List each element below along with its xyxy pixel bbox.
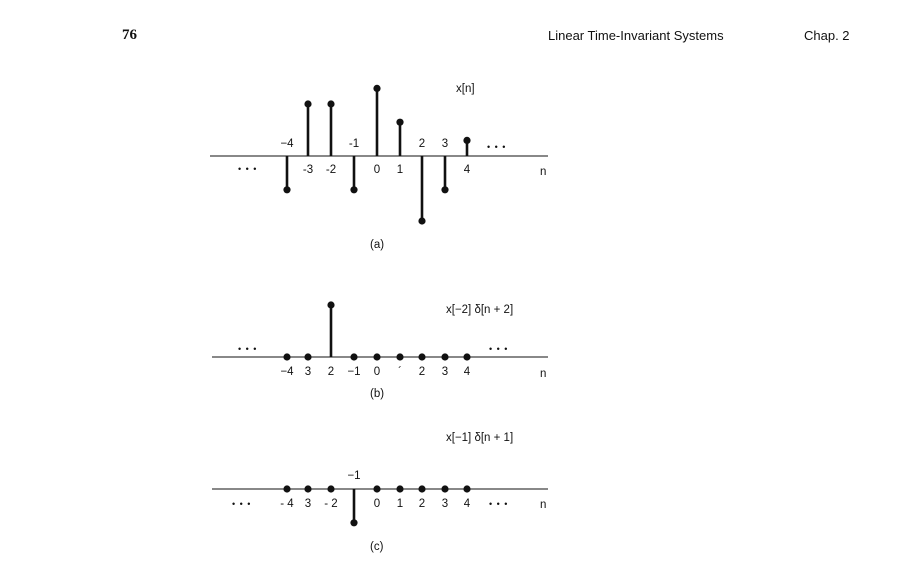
panel-b-signal-label: x[−2] δ[n + 2] bbox=[446, 304, 514, 316]
panel-a-sample--4 bbox=[283, 186, 290, 193]
panel-c-ellipsis-left: • • • bbox=[232, 499, 252, 509]
panel-b-sample-1 bbox=[396, 353, 403, 360]
panel-a-axis-label: n bbox=[540, 166, 547, 178]
panel-a-sample-1 bbox=[396, 119, 403, 126]
panel-c-tick-label-2: 2 bbox=[418, 498, 426, 510]
panel-c-tick-label--1: −1 bbox=[347, 470, 361, 482]
panel-c-sample-2 bbox=[418, 485, 425, 492]
panel-c-sample-4 bbox=[463, 485, 470, 492]
panel-a-sample--3 bbox=[304, 100, 311, 107]
panel-a-signal-label: x[n] bbox=[456, 83, 475, 95]
panel-c-sample--4 bbox=[283, 485, 290, 492]
panel-a-sample--2 bbox=[327, 100, 334, 107]
panel-b-tick-label-4: 4 bbox=[463, 366, 471, 378]
panel-b-tick-label-3: 3 bbox=[441, 366, 449, 378]
panel-a-ellipsis-right: • • • bbox=[487, 142, 507, 152]
panel-b-axis-label: n bbox=[540, 368, 547, 380]
panel-c-sample-0 bbox=[373, 485, 380, 492]
panel-b-sample-4 bbox=[463, 353, 470, 360]
panel-b-tick-label--2: 2 bbox=[327, 366, 335, 378]
panel-a-caption: (a) bbox=[370, 239, 385, 251]
panel-c-signal-label: x[−1] δ[n + 1] bbox=[446, 432, 514, 444]
panel-b-tick-label-1: ´ bbox=[398, 366, 402, 378]
panel-c-tick-label-1: 1 bbox=[396, 498, 404, 510]
panel-c-tick-label-3: 3 bbox=[441, 498, 449, 510]
panel-a-tick-label-3: 3 bbox=[441, 138, 449, 150]
panel-b-ellipsis-right: • • • bbox=[489, 344, 509, 354]
panel-a-ellipsis-left: • • • bbox=[238, 164, 258, 174]
panel-c-sample-1 bbox=[396, 485, 403, 492]
panel-c-tick-label--2: - 2 bbox=[324, 498, 338, 510]
panel-a-tick-label-2: 2 bbox=[418, 138, 426, 150]
panel-b-sample-2 bbox=[418, 353, 425, 360]
panel-b-sample--2 bbox=[327, 301, 334, 308]
panel-c-sample--3 bbox=[304, 485, 311, 492]
panel-c-tick-label--3: 3 bbox=[304, 498, 312, 510]
panel-b-sample--3 bbox=[304, 353, 311, 360]
panel-b-tick-label--1: −1 bbox=[347, 366, 361, 378]
panel-a-tick-label-4: 4 bbox=[463, 164, 471, 176]
panel-c-sample--1 bbox=[350, 519, 357, 526]
chapter-label: Chap. 2 bbox=[804, 28, 850, 43]
panel-a-tick-label--4: −4 bbox=[280, 138, 294, 150]
panel-a-sample-0 bbox=[373, 85, 380, 92]
panel-b-tick-label-2: 2 bbox=[418, 366, 426, 378]
panel-a-tick-label--2: -2 bbox=[325, 164, 337, 176]
running-title: Linear Time-Invariant Systems bbox=[548, 28, 724, 43]
panel-b-sample--4 bbox=[283, 353, 290, 360]
panel-c-tick-label--4: - 4 bbox=[280, 498, 294, 510]
panel-c-tick-label-4: 4 bbox=[463, 498, 471, 510]
panel-a-tick-label-0: 0 bbox=[373, 164, 381, 176]
panel-c-tick-label-0: 0 bbox=[373, 498, 381, 510]
page-number: 76 bbox=[122, 27, 137, 43]
panel-c-ellipsis-right: • • • bbox=[489, 499, 509, 509]
panel-c-caption: (c) bbox=[370, 541, 384, 553]
panel-c-sample-3 bbox=[441, 485, 448, 492]
panel-a bbox=[210, 83, 548, 251]
panel-a-sample-2 bbox=[418, 217, 425, 224]
panel-a-sample--1 bbox=[350, 186, 357, 193]
panel-a-tick-label-1: 1 bbox=[396, 164, 404, 176]
panel-c-axis-label: n bbox=[540, 499, 547, 511]
panel-b-ellipsis-left: • • • bbox=[238, 344, 258, 354]
panel-b-caption: (b) bbox=[370, 388, 385, 400]
panel-b-sample-0 bbox=[373, 353, 380, 360]
panel-b-tick-label-0: 0 bbox=[373, 366, 381, 378]
panel-b-sample--1 bbox=[350, 353, 357, 360]
panel-c bbox=[212, 432, 548, 553]
panel-b bbox=[212, 301, 548, 400]
panel-a-sample-3 bbox=[441, 186, 448, 193]
panel-a-tick-label--1: -1 bbox=[348, 138, 360, 150]
panel-b-tick-label--3: 3 bbox=[304, 366, 312, 378]
panel-a-sample-4 bbox=[463, 137, 470, 144]
panel-c-sample--2 bbox=[327, 485, 334, 492]
panel-b-sample-3 bbox=[441, 353, 448, 360]
panel-b-tick-label--4: −4 bbox=[280, 366, 294, 378]
panel-a-tick-label--3: -3 bbox=[302, 164, 314, 176]
